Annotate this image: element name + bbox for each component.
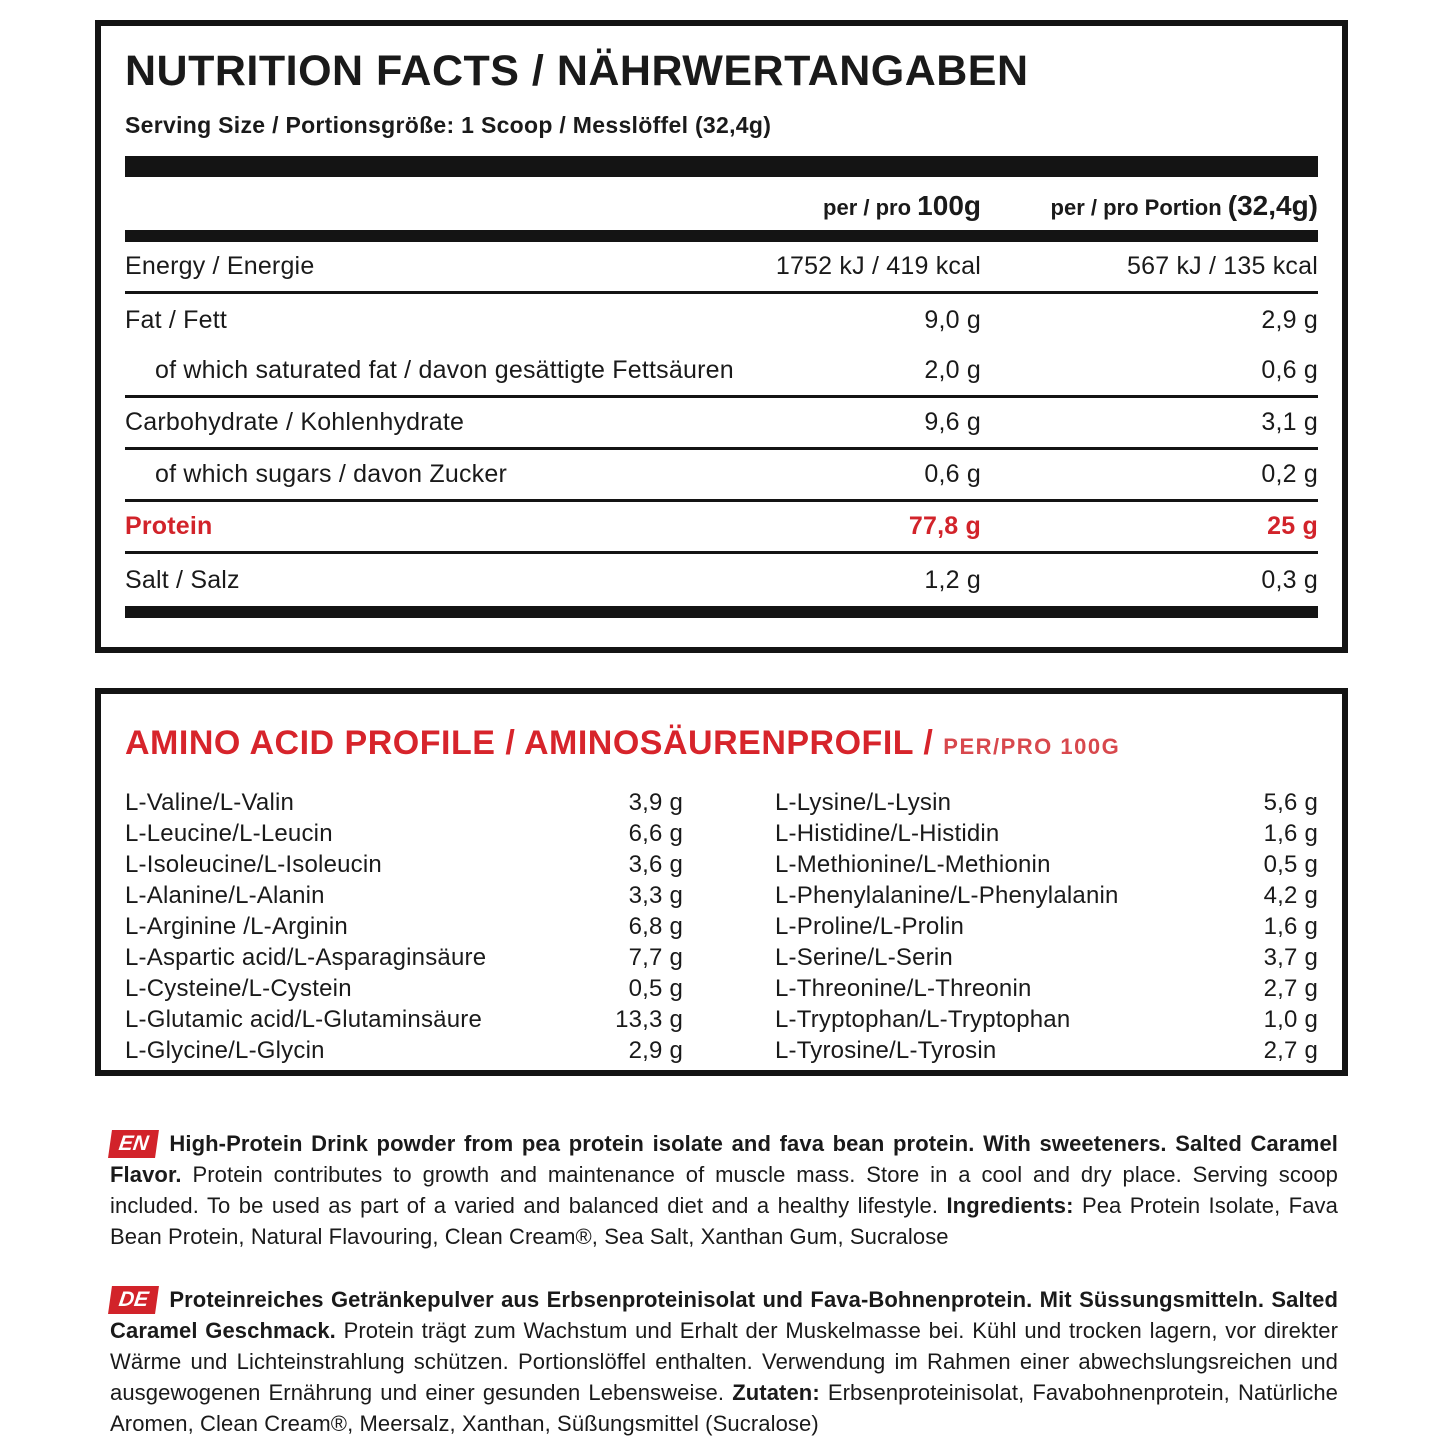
de-body-text: Protein trägt zum Wachstum und Erhalt der Muskelmasse bei. Kühl und trocken lagern, vor direkter Wärme und Lichteinstrahlung schützen. Portionslöffel enthalten. Verwendung im Rahmen einer abwechslungsreichen und ausgewogenen Ernährung und einer gesunden Lebensweise. [110, 1318, 1338, 1405]
amino-value: 6,8 g [628, 913, 683, 940]
de-language-badge: DE [108, 1286, 159, 1314]
description-de [110, 1284, 1338, 1439]
en-ingredients-list: Pea Protein Isolate, Fava Bean Protein, Natural Flavouring, Clean Cream®, Sea Salt, Xanthan Gum, Sucralose [110, 1193, 1338, 1249]
amino-value: 4,2 g [1263, 882, 1318, 909]
table-row-protein: Protein 77,8 g 25 g [125, 502, 1318, 554]
column-header-per-portion: per / pro Portion (32,4g) [1050, 190, 1318, 221]
amino-name: L-Glutamic acid/L-Glutaminsäure [125, 1006, 483, 1033]
amino-value: 7,7 g [628, 944, 683, 971]
amino-name: L-Serine/L-Serin [775, 944, 953, 971]
amino-name: L-Alanine/L-Alanin [125, 882, 325, 909]
column-headers [125, 177, 1318, 230]
amino-value: 5,6 g [1263, 789, 1318, 816]
nutrition-facts-panel [95, 20, 1348, 653]
amino-name: L-Leucine/L-Leucin [125, 820, 333, 847]
amino-value: 2,9 g [628, 1037, 683, 1064]
en-language-badge: EN [108, 1130, 159, 1158]
amino-value: 3,3 g [628, 882, 683, 909]
en-body-text: Protein contributes to growth and maintenance of muscle mass. Store in a cool and dry place. Serving scoop included. To be used as part of a varied and balanced diet and a healthy lifestyle. [110, 1162, 1338, 1218]
amino-value: 1,0 g [1263, 1006, 1318, 1033]
en-lead-text: High-Protein Drink powder from pea protein isolate and fava bean protein. With sweeteners. Salted Caramel Flavor. [110, 1131, 1338, 1187]
amino-name: L-Lysine/L-Lysin [775, 789, 952, 816]
amino-name: L-Proline/L-Prolin [775, 913, 965, 940]
table-row-fat: Fat / Fett 9,0 g 2,9 g [125, 305, 1318, 334]
table-row-saturated-fat: of which saturated fat / davon gesättigte Fettsäuren 2,0 g 0,6 g [125, 346, 1318, 398]
divider-bar-bottom [125, 606, 1318, 618]
amino-name: L-Tyrosine/L-Tyrosin [775, 1037, 997, 1064]
table-row-salt: Salt / Salz 1,2 g 0,3 g [125, 565, 1318, 594]
amino-value: 13,3 g [615, 1006, 683, 1033]
de-ingredients-label: Zutaten: [732, 1380, 820, 1405]
amino-name: L-Methionine/L-Methionin [775, 851, 1051, 878]
table-row-sugars: of which sugars / davon Zucker 0,6 g 0,2 g [125, 450, 1318, 502]
amino-name: L-Tryptophan/L-Tryptophan [775, 1006, 1071, 1033]
amino-value: 1,6 g [1263, 820, 1318, 847]
amino-name: L-Histidine/L-Histidin [775, 820, 1000, 847]
amino-name: L-Valine/L-Valin [125, 789, 295, 816]
amino-name: L-Phenylalanine/L-Phenylalanin [775, 882, 1119, 909]
amino-value: 2,7 g [1263, 975, 1318, 1002]
amino-name: L-Arginine /L-Arginin [125, 913, 348, 940]
de-ingredients-list: Erbsenproteinisolat, Favabohnenprotein, Natürliche Aromen, Clean Cream®, Meersalz, Xanthan, Süßungsmittel (Sucralose) [110, 1380, 1338, 1436]
amino-value: 3,9 g [628, 789, 683, 816]
amino-value: 1,6 g [1263, 913, 1318, 940]
amino-name: L-Isoleucine/L-Isoleucin [125, 851, 382, 878]
amino-value: 2,7 g [1263, 1037, 1318, 1064]
divider-bar-top [125, 156, 1318, 177]
column-header-per-100g: per / pro 100g [823, 190, 981, 221]
amino-value: 0,5 g [628, 975, 683, 1002]
table-row-carbohydrate: Carbohydrate / Kohlenhydrate 9,6 g 3,1 g [125, 398, 1318, 450]
table-row-energy: Energy / Energie 1752 kJ / 419 kcal 567 kJ / 135 kcal [125, 242, 1318, 294]
en-ingredients-label: Ingredients: [946, 1193, 1074, 1218]
amino-name: L-Aspartic acid/L-Asparaginsäure [125, 944, 487, 971]
amino-value: 3,6 g [628, 851, 683, 878]
amino-name: L-Cysteine/L-Cystein [125, 975, 352, 1002]
amino-name: L-Threonine/L-Threonin [775, 975, 1032, 1002]
amino-value: 0,5 g [1263, 851, 1318, 878]
nutrition-title: NUTRITION FACTS / NÄHRWERTANGABEN [125, 47, 1029, 95]
divider-bar-header [125, 230, 1318, 242]
amino-acid-panel [95, 688, 1348, 1076]
amino-value: 6,6 g [628, 820, 683, 847]
amino-name: L-Glycine/L-Glycin [125, 1037, 325, 1064]
amino-acid-table [125, 787, 1318, 1066]
amino-value: 3,7 g [1263, 944, 1318, 971]
amino-acid-title: AMINO ACID PROFILE / AMINOSÄURENPROFIL / PER/PRO 100G [125, 724, 1121, 762]
de-lead-text: Proteinreiches Getränkepulver aus Erbsenproteinisolat und Fava-Bohnenprotein. Mit Süssungsmitteln. Salted Caramel Geschmack. [110, 1287, 1338, 1343]
serving-size-line: Serving Size / Portionsgröße: 1 Scoop / Messlöffel (32,4g) [125, 112, 772, 138]
description-en [110, 1128, 1338, 1252]
